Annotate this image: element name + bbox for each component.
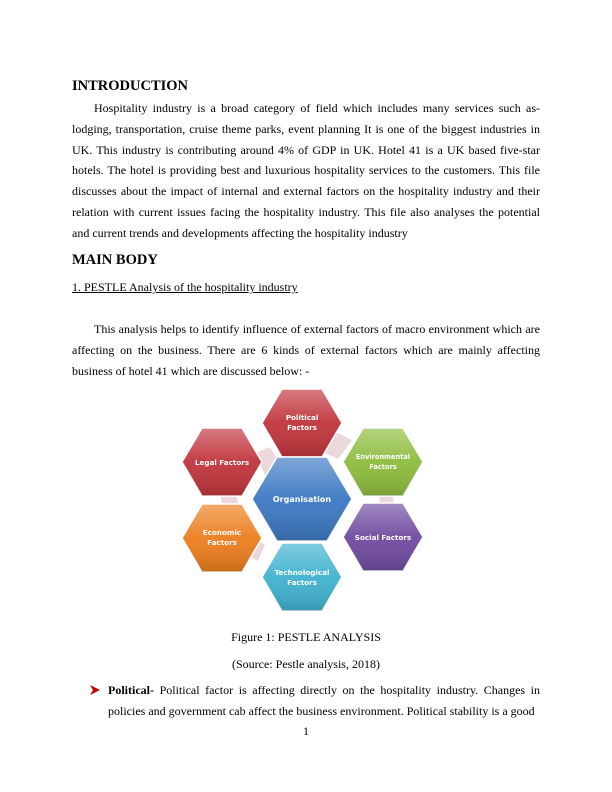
figure-caption: Figure 1: PESTLE ANALYSIS	[231, 630, 381, 644]
economic-label-2: Factors	[207, 538, 237, 547]
introduction-paragraph: Hospitality industry is a broad category of field which includes many services such as-lodging, transportation, cruise theme parks, event planning It is one of the biggest industries in UK. This industry is contributing around 4% of GDP in UK. Hotel 41 is a UK based five-star hotels. The hotel is providing best and luxurious hospitality services to the customers. This file discusses about the impact of internal and external factors on the hospitality industry and their relation with current issues facing the hospitality industry. This file also analyses the potential and current trends and developments affecting the hospitality industry	[72, 101, 540, 240]
technological-label-1: Technological	[274, 568, 330, 577]
page-number: 1	[303, 724, 309, 738]
pestle-diagram	[170, 385, 442, 615]
political-bullet	[108, 680, 540, 722]
pestle-paragraph: This analysis helps to identify influence of external factors of macro environment which are affecting on the business. There are 6 kinds of external factors which are mainly affecting business of hotel 41 which are discussed below: -	[72, 322, 540, 378]
legal-label: Legal Factors	[194, 458, 250, 467]
environmental-hexagon	[343, 428, 423, 496]
environmental-label-2: Factors	[369, 463, 397, 471]
environmental-label-1: Environmental	[355, 453, 411, 461]
introduction-heading: INTRODUCTION	[72, 78, 189, 94]
pestle-subheading: 1. PESTLE Analysis of the hospitality industry	[72, 280, 298, 294]
social-label: Social Factors	[354, 533, 412, 542]
political-label-2: Factors	[287, 423, 317, 432]
economic-label-1: Economic	[202, 528, 242, 537]
political-term: Political-	[108, 683, 154, 697]
organisation-label: Organisation	[272, 495, 332, 504]
technological-hexagon	[262, 543, 342, 611]
technological-label-2: Factors	[287, 578, 317, 587]
political-bullet-text: Political factor is affecting directly on the hospitality industry. Changes in policies and government cab affect the business environment. Political stability is a good	[108, 683, 540, 718]
figure-source: (Source: Pestle analysis, 2018)	[232, 657, 380, 671]
arrow-bullet-icon	[89, 684, 101, 696]
political-label-1: Political	[285, 413, 319, 422]
main-body-heading: MAIN BODY	[72, 252, 158, 268]
